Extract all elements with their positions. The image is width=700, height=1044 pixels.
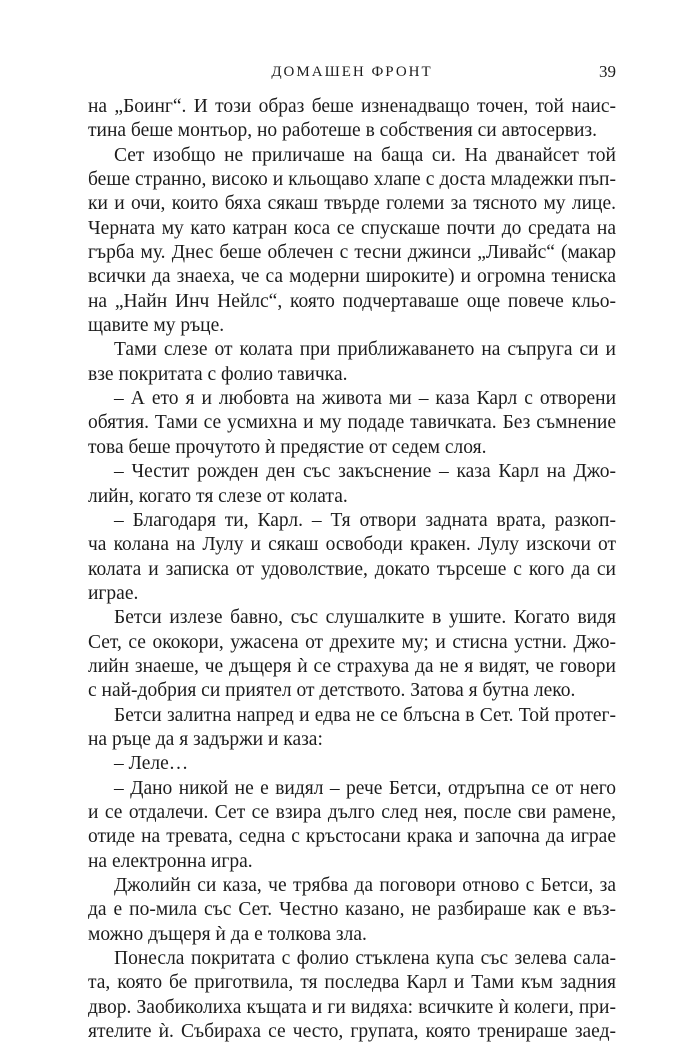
- text-line: взе покритата с фолио тавичка.: [88, 363, 348, 385]
- text-line: – Леле…: [114, 753, 189, 775]
- text-line: обятия. Тами се усмихна и му подаде тавичката. Без съмнение: [88, 412, 616, 434]
- text-line: Бетси залитна напред и едва не се блъсна в Сет. Той протег-: [114, 704, 616, 726]
- text-line: можно дъщеря ѝ да е толкова зла.: [88, 923, 367, 945]
- text-line: ки и очи, които бяха сякаш твърде големи за тясното му лице.: [88, 193, 616, 215]
- text-line: да е по-мила със Сет. Честно казано, не разбираше как е въз-: [88, 899, 616, 921]
- text-line: тина беше монтьор, но работеше в собствения си автосервиз.: [88, 120, 597, 142]
- text-line: колата и записка от удоволствие, докато търсеше с кого да си: [88, 558, 616, 580]
- text-line: на „Боинг“. И този образ беше изненадващо точен, той наис-: [88, 96, 616, 117]
- text-line: Бетси излезе бавно, със слушалките в ушите. Когато видя: [114, 607, 616, 629]
- text-line: Понесла покритата с фолио стъклена купа със зелева сала-: [114, 948, 616, 970]
- text-line: – Благодаря ти, Карл. – Тя отвори задната врата, разкоп-: [114, 509, 616, 531]
- page-number: 39: [599, 62, 616, 81]
- text-line: двор. Заобиколиха къщата и ги видяха: всичките ѝ колеги, при-: [88, 996, 616, 1018]
- text-line: с най-добрия си приятел от детството. Затова я бутна леко.: [88, 680, 576, 702]
- text-line: играе.: [88, 582, 139, 604]
- text-line: на ръце да я задържи и каза:: [88, 728, 323, 750]
- text-line: ятелите ѝ. Събираха се често, групата, която тренираше заед-: [88, 1021, 616, 1043]
- text-line: това беше прочутото ѝ предястие от седем слоя.: [88, 436, 487, 458]
- text-line: – Честит рожден ден със закъснение – каза Карл на Джо-: [114, 461, 616, 483]
- text-line: Тами слезе от колата при приближаването на съпруга си и: [114, 339, 616, 361]
- text-line: та, която бе приготвила, тя последва Карл и Тами към задния: [88, 972, 616, 994]
- text-line: на електронна игра.: [88, 850, 253, 872]
- body-text: [88, 95, 616, 1044]
- text-line: Сет, се ококори, ужасена от дрехите му; и стисна устни. Джо-: [88, 631, 616, 653]
- text-line: лийн, когато тя слезе от колата.: [88, 485, 348, 507]
- text-line: на „Найн Инч Нейлс“, която подчертаваше още повече кльо-: [88, 290, 616, 312]
- text-line: – Дано никой не е видял – рече Бетси, отдръпна се от него: [114, 777, 616, 799]
- running-title: ДОМАШЕН ФРОНТ: [271, 64, 433, 80]
- text-line: всички да знаеха, че са модерни широките) и огромна тениска: [88, 266, 616, 288]
- text-line: ча колана на Лулу и сякаш освободи кракен. Лулу изскочи от: [88, 534, 616, 556]
- text-line: Джолийн си каза, че трябва да поговори отново с Бетси, за: [114, 875, 616, 896]
- text-line: Черната му като катран коса се спускаше почти до средата на: [88, 217, 616, 239]
- running-header: [88, 60, 616, 84]
- text-line: Сет изобщо не приличаше на баща си. На дванайсет той: [114, 144, 616, 166]
- text-line: беше странно, високо и кльощаво хлапе с доста младежки пъп-: [88, 169, 616, 191]
- text-line: лийн знаеше, че дъщеря ѝ се страхува да не я видят, че говори: [88, 655, 616, 677]
- text-line: щавите му ръце.: [88, 315, 225, 337]
- text-line: – А ето я и любовта на живота ми – каза Карл с отворени: [114, 388, 616, 410]
- text-line: и се отдалечи. Сет се взира дълго след нея, после сви рамене,: [88, 801, 616, 823]
- text-line: гърба му. Днес беше облечен с тесни джинси „Ливайс“ (макар: [88, 242, 616, 264]
- text-line: отиде на тревата, седна с кръстосани крака и започна да играе: [88, 826, 616, 848]
